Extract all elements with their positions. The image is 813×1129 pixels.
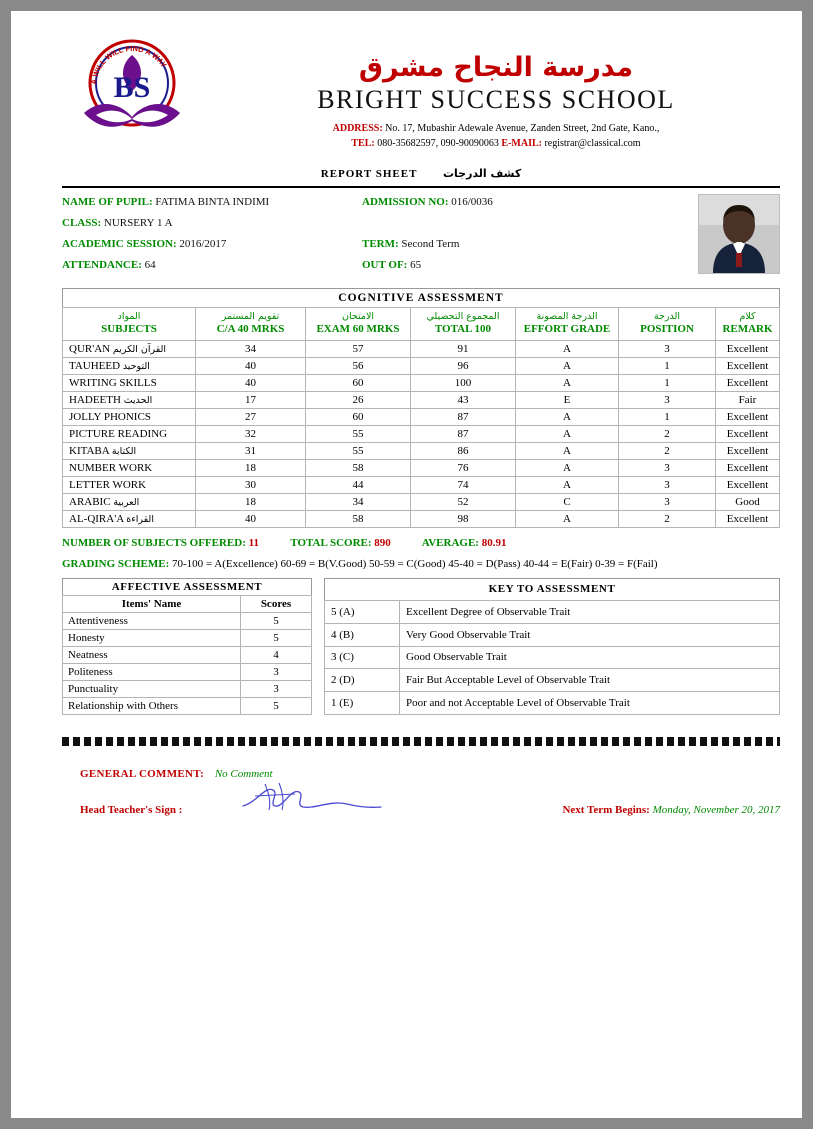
subject-name: HADEETH (69, 393, 121, 406)
next-term-info (562, 804, 780, 816)
school-contact (212, 121, 780, 151)
exam-score: 55 (306, 425, 411, 442)
remark: Excellent (716, 425, 780, 442)
outof-label: OUT OF: (362, 259, 408, 271)
exam-score: 26 (306, 391, 411, 408)
position: 2 (619, 425, 716, 442)
school-identity (212, 35, 780, 151)
exam-score: 56 (306, 357, 411, 374)
report-title-en: REPORT SHEET (320, 168, 418, 180)
remark: Excellent (716, 442, 780, 459)
cognitive-title: COGNITIVE ASSESSMENT (63, 289, 780, 308)
key-code: 3 (C) (325, 646, 400, 669)
grading-scheme-value: 70-100 = A(Excellence) 60-69 = B(V.Good) 50-59 = C(Good) 45-40 = D(Pass) 40-44 = E(Fair) 0-39 = F(Fail) (172, 557, 658, 570)
list-item (63, 629, 312, 646)
subject-name: ARABIC (69, 495, 111, 508)
key-code: 2 (D) (325, 669, 400, 692)
key-code: 4 (B) (325, 623, 400, 646)
affective-item: Relationship with Others (63, 697, 241, 714)
col-subjects (63, 308, 196, 341)
subject-name-ar: التوحيد (122, 360, 150, 372)
next-term-value: Monday, November 20, 2017 (652, 803, 780, 816)
col-remark (716, 308, 780, 341)
email-label: E-MAIL: (501, 137, 542, 149)
subject-name: QUR'AN (69, 342, 111, 355)
school-name-arabic: مدرسة النجاح مشرق (358, 52, 634, 83)
position: 3 (619, 459, 716, 476)
score-summary (62, 537, 780, 549)
school-name-english: BRIGHT SUCCESS SCHOOL (317, 84, 675, 114)
svg-text:A WILL WILL FIND A WAY: A WILL WILL FIND A WAY (89, 43, 169, 86)
affective-item: Politeness (63, 663, 241, 680)
table-row (63, 340, 780, 357)
tel-label: TEL: (351, 137, 375, 149)
pupil-name-label: NAME OF PUPIL: (62, 196, 153, 208)
col-total-en: TOTAL 100 (434, 322, 492, 335)
ca-score: 32 (196, 425, 306, 442)
svg-text:BS: BS (113, 71, 151, 104)
col-position-en: POSITION (640, 322, 694, 335)
subject-name: NUMBER WORK (69, 461, 153, 474)
exam-score: 34 (306, 493, 411, 510)
tel-value: 080-35682597, 090-90090063 (377, 137, 499, 149)
total-score: 91 (411, 340, 516, 357)
subjects-offered-value: 11 (248, 536, 260, 549)
col-remark-en: REMARK (722, 322, 773, 335)
term-value: Second Term (401, 238, 460, 250)
attendance-label: ATTENDANCE: (62, 259, 142, 271)
position: 2 (619, 442, 716, 459)
email-value: registrar@classical.com (544, 137, 641, 149)
effort-grade: A (516, 476, 619, 493)
general-comment-label: GENERAL COMMENT: (80, 767, 205, 780)
effort-grade: A (516, 459, 619, 476)
total-score: 96 (411, 357, 516, 374)
affective-item: Attentiveness (63, 612, 241, 629)
table-row (63, 510, 780, 527)
pupil-info (62, 188, 780, 284)
pupil-info-row (62, 196, 780, 208)
affective-col-item: Items' Name (63, 595, 241, 612)
table-row (63, 357, 780, 374)
key-code: 5 (A) (325, 601, 400, 624)
ca-score: 18 (196, 493, 306, 510)
col-effort-en: EFFORT GRADE (523, 322, 611, 335)
average-value: 80.91 (481, 536, 507, 549)
report-content (62, 35, 780, 816)
table-row (63, 442, 780, 459)
affective-score: 3 (241, 663, 312, 680)
effort-grade: E (516, 391, 619, 408)
ca-score: 40 (196, 357, 306, 374)
admission-field (362, 196, 662, 208)
list-item (63, 663, 312, 680)
remark: Excellent (716, 510, 780, 527)
subject-name: AL-QIRA'A (69, 512, 124, 525)
col-ca (196, 308, 306, 341)
total-score: 76 (411, 459, 516, 476)
session-field (62, 238, 362, 250)
list-item (325, 646, 780, 669)
remark: Good (716, 493, 780, 510)
ca-score: 27 (196, 408, 306, 425)
pupil-info-row (62, 217, 780, 229)
exam-score: 58 (306, 459, 411, 476)
subject-name-ar: العربية (113, 496, 140, 508)
key-to-assessment-table (324, 578, 780, 715)
subject-name: TAUHEED (69, 359, 121, 372)
subject-name: KITABA (69, 444, 110, 457)
exam-score: 57 (306, 340, 411, 357)
session-value: 2016/2017 (179, 238, 227, 250)
lower-tables (62, 578, 780, 715)
col-position (619, 308, 716, 341)
key-title-row (325, 578, 780, 601)
subject-name-ar: القرآن الكريم (112, 343, 167, 355)
ca-score: 17 (196, 391, 306, 408)
ca-score: 30 (196, 476, 306, 493)
head-teacher-signature (80, 804, 460, 816)
total-score: 87 (411, 408, 516, 425)
col-effort-ar: الدرجة المصونة (536, 311, 598, 322)
subjects-offered-label: NUMBER OF SUBJECTS OFFERED: (62, 536, 246, 549)
affective-header-row (63, 595, 312, 612)
total-score: 43 (411, 391, 516, 408)
table-row (63, 425, 780, 442)
subject-name: PICTURE READING (69, 427, 168, 440)
ca-score: 31 (196, 442, 306, 459)
pupil-name-field (62, 196, 362, 208)
col-exam-en: EXAM 60 MRKS (316, 322, 400, 335)
affective-item: Honesty (63, 629, 241, 646)
outof-field (362, 259, 662, 271)
list-item (325, 691, 780, 714)
position: 3 (619, 340, 716, 357)
document-header (62, 35, 780, 155)
col-remark-ar: كلام (739, 311, 756, 322)
effort-grade: A (516, 408, 619, 425)
position: 2 (619, 510, 716, 527)
address-value: No. 17, Mubashir Adewale Avenue, Zanden Street, 2nd Gate, Kano., (385, 122, 660, 134)
remark: Excellent (716, 340, 780, 357)
effort-grade: A (516, 357, 619, 374)
exam-score: 44 (306, 476, 411, 493)
school-logo (62, 35, 212, 155)
affective-item: Punctuality (63, 680, 241, 697)
list-item (63, 680, 312, 697)
subject-name-ar: الحديث (123, 394, 153, 406)
attendance-value: 64 (144, 259, 156, 271)
position: 1 (619, 408, 716, 425)
admission-label: ADMISSION NO: (362, 196, 449, 208)
table-row (63, 476, 780, 493)
head-teacher-sign-label: Head Teacher's Sign : (80, 803, 183, 816)
grading-scheme-label: GRADING SCHEME: (62, 557, 170, 570)
key-title: KEY TO ASSESSMENT (325, 578, 780, 601)
exam-score: 58 (306, 510, 411, 527)
general-comment (80, 768, 780, 780)
col-effort (516, 308, 619, 341)
subject-name-ar: الكتابة (111, 445, 137, 457)
position: 1 (619, 374, 716, 391)
total-score-label: TOTAL SCORE: (290, 536, 372, 549)
class-field (62, 217, 362, 229)
average-label: AVERAGE: (421, 536, 479, 549)
affective-score: 5 (241, 697, 312, 714)
subject-name-ar: القراءة (126, 513, 154, 525)
col-subjects-en: SUBJECTS (101, 322, 157, 335)
position: 3 (619, 391, 716, 408)
list-item (63, 697, 312, 714)
affective-col-score: Scores (241, 595, 312, 612)
total-score-value: 890 (374, 536, 391, 549)
list-item (325, 601, 780, 624)
col-exam-ar: الامتحان (341, 311, 375, 322)
effort-grade: A (516, 442, 619, 459)
effort-grade: C (516, 493, 619, 510)
subject-name: WRITING SKILLS (69, 376, 157, 389)
total-score: 86 (411, 442, 516, 459)
general-comment-value: No Comment (214, 767, 273, 780)
document-footer (62, 768, 780, 816)
pupil-info-row (62, 259, 780, 271)
table-row (63, 408, 780, 425)
total-score: 52 (411, 493, 516, 510)
subject-name: LETTER WORK (69, 478, 147, 491)
pupil-photo (698, 194, 780, 274)
remark: Excellent (716, 459, 780, 476)
exam-score: 60 (306, 374, 411, 391)
affective-score: 5 (241, 612, 312, 629)
key-desc: Fair But Acceptable Level of Observable Trait (400, 669, 780, 692)
total-score: 87 (411, 425, 516, 442)
col-ca-ar: تقويم المستمر (221, 311, 280, 322)
col-subjects-ar: المواد (117, 311, 141, 322)
table-row (63, 459, 780, 476)
list-item (63, 646, 312, 663)
affective-assessment-table (62, 578, 312, 715)
session-label: ACADEMIC SESSION: (62, 238, 177, 250)
outof-value: 65 (410, 259, 422, 271)
ca-score: 18 (196, 459, 306, 476)
affective-title: AFFECTIVE ASSESSMENT (63, 578, 312, 595)
col-exam (306, 308, 411, 341)
remark: Excellent (716, 408, 780, 425)
table-row (63, 493, 780, 510)
term-label: TERM: (362, 238, 399, 250)
affective-score: 3 (241, 680, 312, 697)
effort-grade: A (516, 510, 619, 527)
key-desc: Poor and not Acceptable Level of Observable Trait (400, 691, 780, 714)
cognitive-header-row (63, 308, 780, 341)
affective-score: 5 (241, 629, 312, 646)
affective-item: Neatness (63, 646, 241, 663)
admission-value: 016/0036 (451, 196, 493, 208)
report-page (11, 11, 802, 1118)
ca-score: 40 (196, 374, 306, 391)
list-item (63, 612, 312, 629)
remark: Excellent (716, 357, 780, 374)
col-total (411, 308, 516, 341)
position: 3 (619, 493, 716, 510)
next-term-label: Next Term Begins: (562, 803, 650, 816)
position: 1 (619, 357, 716, 374)
exam-score: 55 (306, 442, 411, 459)
col-total-ar: المجموع التحصيلي (426, 311, 500, 322)
remark: Excellent (716, 374, 780, 391)
remark: Fair (716, 391, 780, 408)
exam-score: 60 (306, 408, 411, 425)
effort-grade: A (516, 340, 619, 357)
report-title-ar: كشف الدرجات (443, 167, 522, 180)
total-score: 100 (411, 374, 516, 391)
grading-scheme (62, 558, 780, 570)
address-label: ADDRESS: (332, 122, 383, 134)
col-position-ar: الدرجة (653, 311, 681, 322)
signature-image (235, 780, 385, 814)
affective-score: 4 (241, 646, 312, 663)
ca-score: 40 (196, 510, 306, 527)
position: 3 (619, 476, 716, 493)
col-ca-en: C/A 40 MRKS (216, 322, 285, 335)
effort-grade: A (516, 425, 619, 442)
total-score: 98 (411, 510, 516, 527)
signature-row (80, 804, 780, 816)
pupil-info-row (62, 238, 780, 250)
key-desc: Very Good Observable Trait (400, 623, 780, 646)
table-row (63, 391, 780, 408)
class-label: CLASS: (62, 217, 102, 229)
cognitive-assessment-table (62, 288, 780, 528)
table-row (63, 374, 780, 391)
key-code: 1 (E) (325, 691, 400, 714)
list-item (325, 623, 780, 646)
subject-name: JOLLY PHONICS (69, 410, 151, 423)
term-field (362, 238, 662, 250)
dashed-separator (62, 737, 780, 746)
key-desc: Good Observable Trait (400, 646, 780, 669)
cognitive-title-row (63, 289, 780, 308)
affective-title-row (63, 578, 312, 595)
class-value: NURSERY 1 A (103, 217, 173, 229)
list-item (325, 669, 780, 692)
ca-score: 34 (196, 340, 306, 357)
remark: Excellent (716, 476, 780, 493)
pupil-name-value: FATIMA BINTA INDIMI (155, 196, 270, 208)
attendance-field (62, 259, 362, 271)
effort-grade: A (516, 374, 619, 391)
key-desc: Excellent Degree of Observable Trait (400, 601, 780, 624)
total-score: 74 (411, 476, 516, 493)
report-sheet-title (62, 167, 780, 180)
